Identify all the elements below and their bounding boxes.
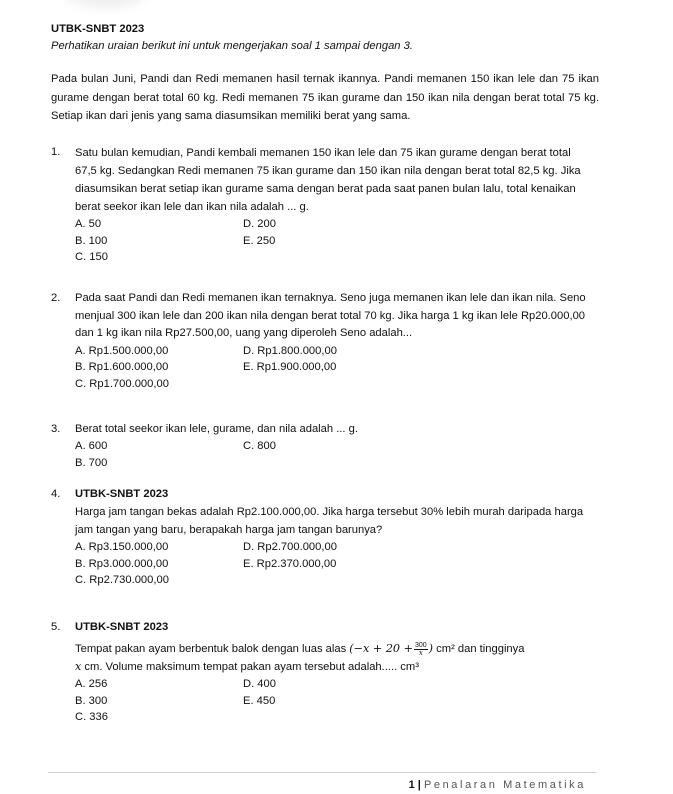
option-a[interactable]: A. Rp3.150.000,00 (75, 541, 169, 553)
options (75, 676, 606, 726)
option-c[interactable]: C. 150 (75, 251, 108, 263)
option-b[interactable]: B. Rp3.000.000,00 (75, 557, 169, 570)
option-e[interactable]: E. Rp1.900.000,00 (243, 361, 337, 373)
question-source: UTBK-SNBT 2023 (75, 621, 169, 633)
question-3 (51, 421, 606, 471)
question-text: Pada saat Pandi dan Redi memanen ikan ternaknya. Seno juga memanen ikan lele dan ikan nila. Seno menjual 300 ikan lele dan 200 ikan nila dengan berat total 70 kg. Jika harga 1 kg ikan lele Rp20.000,00 dan 1 kg ikan nila Rp27.500,00, uang yang diperoleh Seno adalah... (75, 292, 586, 339)
question-1 (51, 144, 606, 266)
option-b[interactable]: B. 100 (75, 234, 108, 247)
area-unit: cm² (436, 643, 455, 655)
option-e[interactable]: E. 250 (243, 234, 276, 247)
question-4 (51, 486, 606, 589)
option-a[interactable]: A. 600 (75, 440, 108, 452)
question-text-start: Tempat pakan ayam berbentuk balok dengan luas alas (75, 643, 347, 655)
option-c[interactable]: C. Rp2.730.000,00 (75, 574, 169, 586)
page-number: 1 (408, 779, 415, 791)
options (75, 343, 606, 393)
options (75, 539, 606, 589)
footer-separator: | (417, 779, 421, 791)
options (75, 216, 606, 266)
question-number: 3. (51, 423, 61, 435)
option-b[interactable]: B. 700 (75, 456, 108, 469)
question-source: UTBK-SNBT 2023 (75, 488, 169, 500)
question-5 (51, 619, 606, 726)
option-e[interactable]: E. Rp2.370.000,00 (243, 557, 337, 570)
option-b[interactable]: B. Rp1.600.000,00 (75, 361, 169, 373)
question-2 (51, 290, 606, 392)
option-a[interactable]: A. 256 (75, 678, 108, 690)
option-d[interactable]: D. 200 (243, 218, 276, 230)
question-text: Berat total seekor ikan lele, gurame, dan nila adalah ... g. (75, 423, 358, 435)
question-text-line2 (75, 658, 606, 676)
question-number: 2. (51, 292, 61, 304)
height-variable: x (75, 660, 82, 673)
option-a[interactable]: A. Rp1.500.000,00 (75, 344, 169, 357)
option-c[interactable]: C. Rp1.700.000,00 (75, 377, 169, 390)
question-text-end: dan tingginya (457, 643, 525, 655)
area-expression-close: ) (428, 642, 434, 655)
scan-smudge (66, 0, 146, 8)
intro-paragraph: Pada bulan Juni, Pandi dan Redi memanen hasil ternak ikannya. Pandi memanen 150 ikan lele dan 75 ikan gurame dengan berat total 60 kg. Redi memanen 75 ikan gurame dan 150 ikan nila dengan berat total 75 kg. Setiap ikan dari jenis yang sama diasumsikan memiliki berat yang sama. (51, 73, 599, 122)
question-number: 4. (51, 488, 61, 500)
option-e[interactable]: E. 450 (243, 694, 276, 707)
option-c[interactable]: C. 800 (243, 440, 276, 452)
question-number: 1. (51, 146, 61, 158)
options (75, 438, 606, 471)
instruction-note: Perhatikan uraian berikut ini untuk mengerjakan soal 1 sampai dengan 3. (51, 40, 413, 52)
area-expression: (−x + 20 + (349, 642, 413, 655)
option-a[interactable]: A. 50 (75, 218, 102, 230)
document-header: UTBK-SNBT 2023 (51, 23, 145, 35)
question-number: 5. (51, 621, 61, 633)
option-d[interactable]: D. 400 (243, 678, 276, 690)
question-text: Satu bulan kemudian, Pandi kembali memanen 150 ikan lele dan 75 ikan gurame dengan berat total 67,5 kg. Sedangkan Redi memanen 75 ikan gurame dan 150 ikan nila dengan berat total 82,5 kg. Jika diasumsikan berat setiap ikan gurame sama dengan berat pada saat panen bulan lalu, total kenaikan berat seekor ikan lele dan ikan nila adalah ... g. (75, 147, 581, 213)
question-text (75, 638, 595, 660)
subject-label: Penalaran Matematika (423, 779, 586, 791)
fraction (414, 642, 428, 657)
page-footer (409, 777, 586, 794)
footer-divider (48, 772, 596, 773)
option-d[interactable]: D. Rp1.800.000,00 (243, 344, 337, 357)
fraction-denominator: x (418, 648, 423, 657)
volume-question: cm. Volume maksimum tempat pakan ayam tersebut adalah..... cm³ (84, 661, 419, 673)
fraction-numerator: 300 (414, 641, 427, 649)
option-d[interactable]: D. Rp2.700.000,00 (243, 541, 337, 553)
option-b[interactable]: B. 300 (75, 694, 108, 707)
question-text: Harga jam tangan bekas adalah Rp2.100.000,00. Jika harga tersebut 30% lebih murah daripada harga jam tangan yang baru, berapakah harga jam tangan barunya? (75, 506, 584, 536)
option-c[interactable]: C. 336 (75, 711, 108, 723)
